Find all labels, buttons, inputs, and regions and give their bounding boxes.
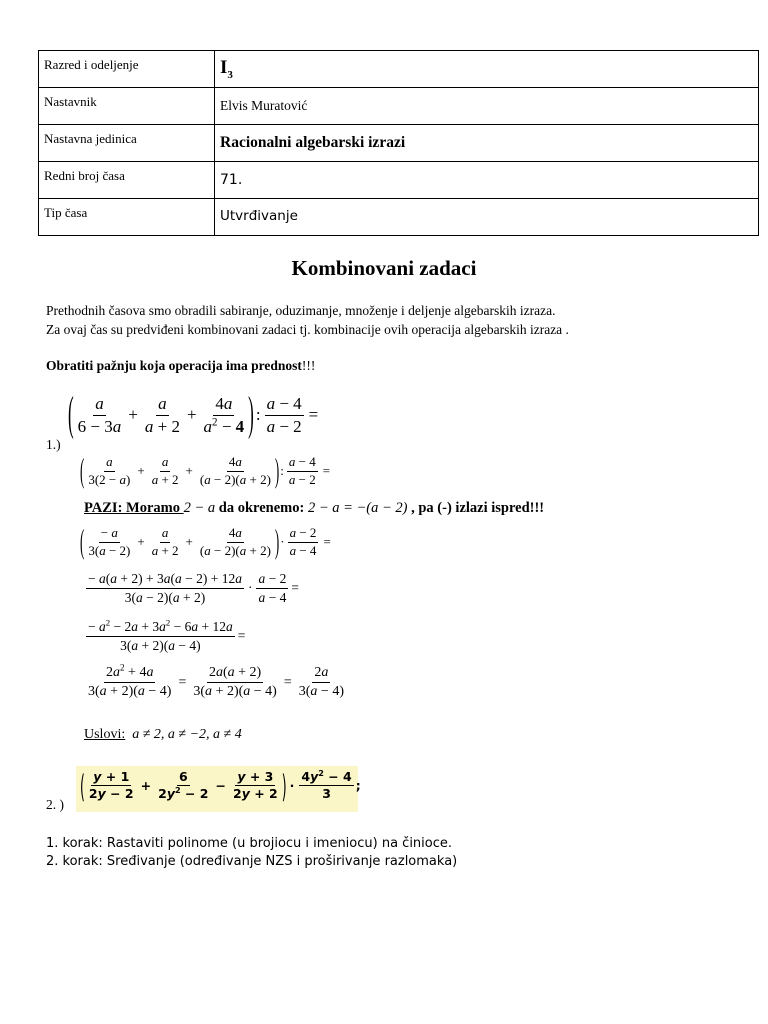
table-row [39,88,759,125]
task-2-expression: ( $\frac{y + 1}{2y - 2}$ + $\frac{6}{2y^2 - 2}$ − $\frac{y + 3}{2y + 2}$ ) · $\frac{4y^2 - 4}{3}$ ; [80,767,361,805]
table-row [39,162,759,199]
task-1-expression: ( $\frac{a}{6 - 3a}$ + $\frac{a}{a + 2}$ + $\frac{4a}{a^2 - 4}$ ) : $\frac{a - 4}{a - 2}$ = [68,387,319,441]
priority-note: Obratiti pažnju koja operacija ima prednost!!! [46,358,316,373]
table-row [39,199,759,236]
row-label: Redni broj časa [39,162,215,199]
lesson-number-value: 71. [215,162,759,199]
step-1-text: 1. korak: Rastaviti polinome (u brojiocu i imeniocu) na činioce. [46,836,453,851]
row-label: Tip časa [39,199,215,236]
step-2-text: 2. korak: Sređivanje (određivanje NZS i proširivanje razlomaka) [46,854,458,869]
step-expression: $\frac{- a^2 - 2a + 3a^2 - 6a + 12a}{3(a + 2)(a - 4)}$ = [88,617,246,653]
page-title: Kombinovani zadaci [291,256,477,280]
conditions: Uslovi: a ≠ 2, a ≠ −2, a ≠ 4 [84,727,242,742]
unit-value: Racionalni algebarski izrazi [215,125,759,162]
teacher-value: Elvis Muratović [215,88,759,125]
class-value: $I_3$ [215,51,759,88]
row-label: Nastavna jedinica [39,125,215,162]
row-label: Nastavnik [39,88,215,125]
table-row [39,51,759,88]
pazi-note: PAZI: Moramo 2 − a da okrenemo: 2 − a = −(a − 2) , pa (-) izlazi ispred!!! [84,500,545,516]
lesson-info-table [38,50,759,236]
intro-line-2: Za ovaj čas su predviđeni kombinovani zadaci tj. kombinacije ovih operacija algebarskih izraza . [46,322,569,337]
row-label: Razred i odeljenje [39,51,215,88]
task-2-number: 2. ) [46,797,64,812]
task-1-number: 1.) [46,437,61,452]
table-row [39,125,759,162]
step-expression: $\frac{- a(a + 2) + 3a(a - 2) + 12a}{3(a - 2)(a + 2)}$ · $\frac{a - 2}{a - 4}$ = [88,571,299,605]
lesson-type-value: Utvrđivanje [215,199,759,236]
intro-line-1: Prethodnih časova smo obradili sabiranje, oduzimanje, množenje i deljenje algebarskih izraza. [46,303,556,318]
step-expression: ( $\frac{- a}{3(a - 2)}$ + $\frac{a}{a + 2}$ + $\frac{4a}{(a - 2)(a + 2)}$ ) · $\frac{a - 2}{a - 4}$ = [80,521,331,561]
step-expression: ( $\frac{a}{3(2 - a)}$ + $\frac{a}{a + 2}$ + $\frac{4a}{(a - 2)(a + 2)}$ ) : $\frac{a - 4}{a - 2}$ = [80,450,331,490]
result-expression: $\frac{2a^2 + 4a}{3(a + 2)(a - 4)}$ = $\frac{2a(a + 2)}{3(a + 2)(a - 4)}$ = $\frac{2a}{3(a - 4)}$ [88,662,344,700]
